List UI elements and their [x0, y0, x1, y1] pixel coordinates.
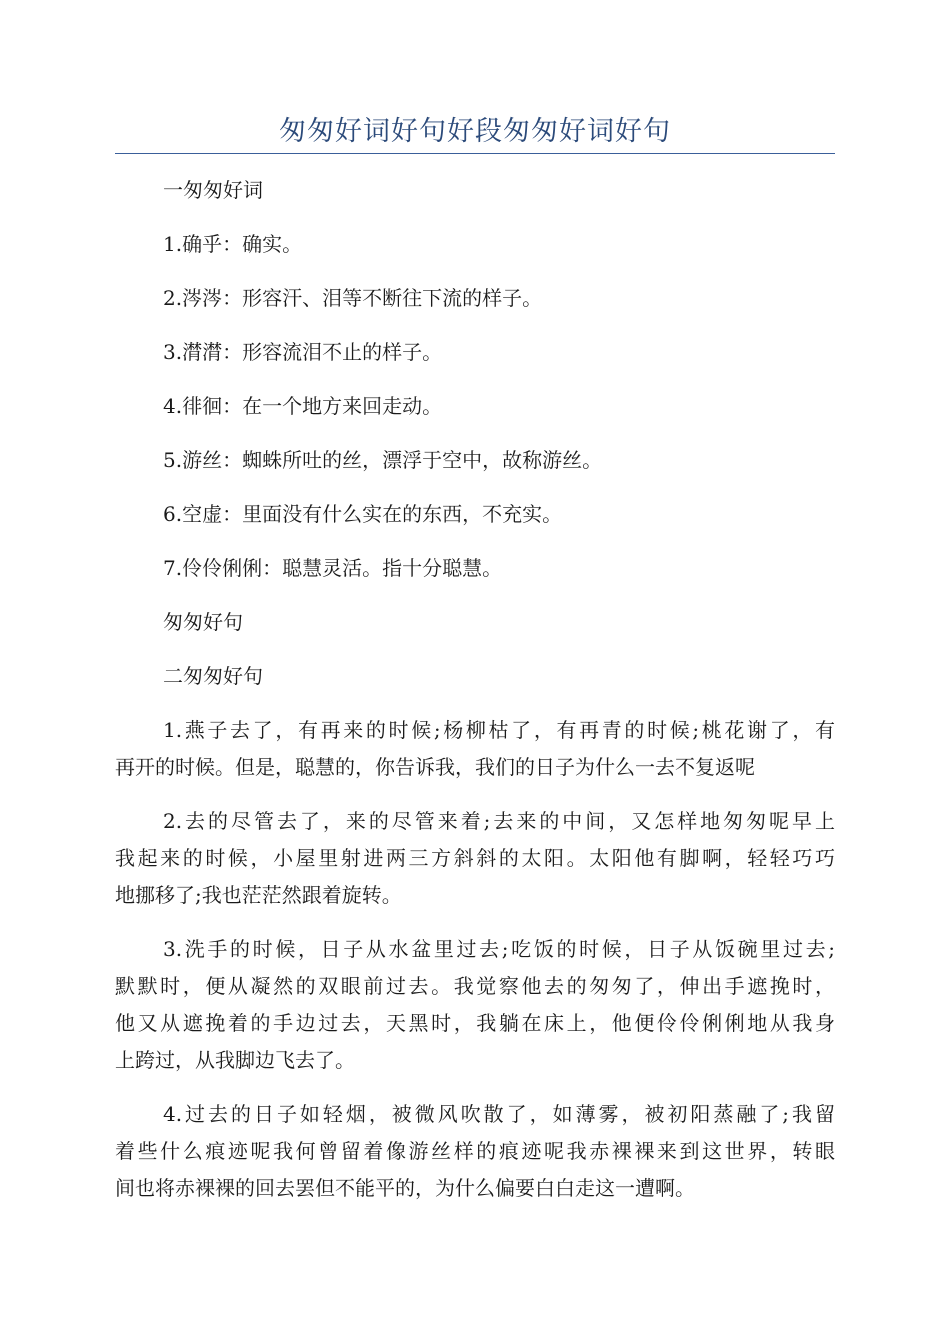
paragraph-line: 间也将赤裸裸的回去罢但不能平的，为什么偏要白白走这一遭啊。	[115, 1176, 695, 1200]
paragraph-line: 默默时，便从凝然的双眼前过去。我觉察他去的匆匆了，伸出手遮挽时，	[115, 974, 835, 998]
document-title: 匆匆好词好句好段匆匆好词好句	[279, 116, 671, 147]
sentence-paragraph	[115, 931, 835, 1079]
section-heading-words: 一匆匆好词	[163, 178, 263, 202]
paragraph-line: 1.燕子去了，有再来的时候;杨柳枯了，有再青的时候;桃花谢了，有	[163, 718, 835, 742]
word-item: 7.伶伶俐俐：聪慧灵活。指十分聪慧。	[163, 556, 503, 580]
paragraph-line: 着些什么痕迹呢我何曾留着像游丝样的痕迹呢我赤裸裸来到这世界，转眼	[115, 1139, 835, 1163]
word-item: 6.空虚：里面没有什么实在的东西，不充实。	[163, 502, 563, 526]
paragraph-line: 2.去的尽管去了，来的尽管来着;去来的中间，又怎样地匆匆呢早上	[163, 809, 835, 833]
paragraph-line: 3.洗手的时候，日子从水盆里过去;吃饭的时候，日子从饭碗里过去;	[163, 937, 835, 961]
sentence-paragraph	[115, 712, 835, 786]
sentence-paragraph	[115, 803, 835, 914]
sentence-paragraph	[115, 1096, 835, 1207]
paragraph-line: 地挪移了;我也茫茫然跟着旋转。	[115, 883, 402, 907]
paragraph-line: 再开的时候。但是，聪慧的，你告诉我，我们的日子为什么一去不复返呢	[115, 755, 755, 779]
word-item: 1.确乎：确实。	[163, 232, 303, 256]
section-heading-sentences: 二匆匆好句	[163, 664, 263, 688]
word-item: 2.涔涔：形容汗、泪等不断往下流的样子。	[163, 286, 543, 310]
title-underline	[115, 153, 835, 154]
document-body	[115, 172, 835, 1224]
paragraph-line: 他又从遮挽着的手边过去，天黑时，我躺在床上，他便伶伶俐俐地从我身	[115, 1011, 835, 1035]
section-heading-sentences-alt: 匆匆好句	[163, 610, 243, 634]
paragraph-line: 4.过去的日子如轻烟，被微风吹散了，如薄雾，被初阳蒸融了;我留	[163, 1102, 835, 1126]
word-item: 3.潸潸：形容流泪不止的样子。	[163, 340, 443, 364]
paragraph-line: 上跨过，从我脚边飞去了。	[115, 1048, 355, 1072]
word-item: 4.徘徊：在一个地方来回走动。	[163, 394, 443, 418]
paragraph-line: 我起来的时候，小屋里射进两三方斜斜的太阳。太阳他有脚啊，轻轻巧巧	[115, 846, 835, 870]
word-item: 5.游丝：蜘蛛所吐的丝，漂浮于空中，故称游丝。	[163, 448, 603, 472]
